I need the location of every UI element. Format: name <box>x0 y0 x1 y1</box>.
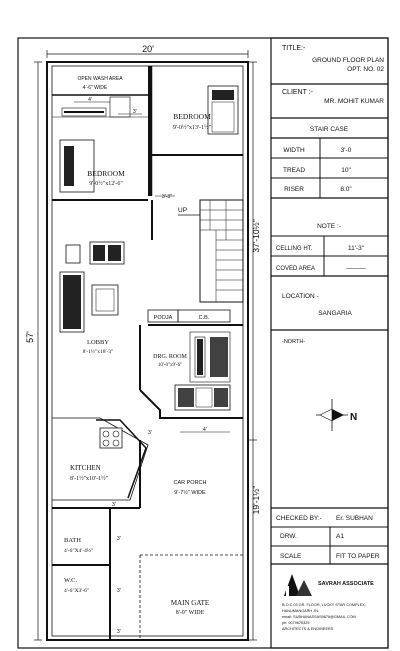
firm-name: SAVRAH ASSOCIATE <box>318 581 374 587</box>
bedroom2-size: 9'-0½"x12'-6" <box>89 181 123 187</box>
coved-label: COVED AREA <box>276 266 316 272</box>
door-dim-b: 3'-3" <box>162 194 172 200</box>
stair-heading: STAIR CASE <box>309 126 349 133</box>
ceiling-value: 11'-3" <box>347 245 365 252</box>
ceiling-label: CELLING HT. <box>276 246 313 252</box>
main-gate-size: 8'-0" WIDE <box>175 610 205 616</box>
bath-name: BATH <box>64 537 81 544</box>
bath-size: 4'-6"X4'-4½" <box>64 548 94 554</box>
firm-logo-icon <box>284 574 312 596</box>
title-block <box>271 38 388 648</box>
cb-label: C.B. <box>198 315 210 321</box>
checked-value: Er. SUBHAN <box>336 515 373 522</box>
stair-tread-value: 10" <box>341 167 351 174</box>
scale-value: FIT TO PAPER <box>336 553 380 560</box>
coved-value: ——— <box>346 265 366 272</box>
car-porch-size: 9'-7½" WIDE <box>174 490 206 496</box>
drawing-room-name: DRG. ROOM <box>153 354 187 360</box>
wc-size: 4'-6"X3'-6" <box>64 588 90 594</box>
right-lower-dimension: 19'-1½" <box>251 485 261 515</box>
kitchen-size: 8'-1½"x10'-1½" <box>70 476 109 482</box>
door-dim-c: 4' <box>203 427 207 433</box>
title-value-line2: OPT. NO. 02 <box>347 66 384 73</box>
door-dim-f: 3' <box>117 536 121 542</box>
scale-label: SCALE <box>280 553 302 560</box>
wash-area-name: OPEN WASH AREA <box>77 76 123 82</box>
firm-tagline: ARCHITECTS & ENGINEERS <box>282 627 334 631</box>
firm-email: email: SUBHANASSAS9876@GMAIL.COM <box>282 615 356 619</box>
door-dim-h: 3' <box>117 629 121 635</box>
firm-address-1: B.O.C 03 GR. FLOOR, LUCKY STAR COMPLEX, <box>282 603 366 607</box>
door-dim-a: 3' <box>133 109 137 115</box>
stair-riser-label: RISER <box>284 186 304 193</box>
wc-name: W.C. <box>64 577 78 584</box>
north-letter: N <box>350 412 358 423</box>
drw-value: A1 <box>336 533 344 540</box>
note-label: NOTE :- <box>317 223 341 230</box>
stair-width-label: WIDTH <box>283 147 305 154</box>
wash-area-size: 4'-6" WIDE <box>82 85 108 91</box>
title-label: TITLE:- <box>282 45 306 52</box>
drw-label: DRW. <box>280 533 297 540</box>
stair-tread-label: TREAD <box>282 167 306 174</box>
main-gate-name: MAIN GATE <box>170 599 210 607</box>
stair-up-label: UP <box>178 207 188 214</box>
kitchen-name: KITCHEN <box>70 464 101 472</box>
pooja-label: POOJA <box>153 315 173 321</box>
client-value: MR. MOHIT KUMAR <box>324 98 384 105</box>
door-dim-g: 3' <box>117 588 121 594</box>
stair-riser-value: 8.0" <box>340 186 352 193</box>
door-dim-e: 3' <box>112 502 116 508</box>
door-dim-d: 3' <box>148 430 152 436</box>
location-label: LOCATION - <box>282 293 319 300</box>
north-arrow-icon <box>316 399 348 431</box>
right-upper-dimension: 37'-10½" <box>251 219 261 253</box>
checked-label: CHECKED BY:- <box>276 515 322 522</box>
bedroom2-name: BEDROOM <box>87 169 125 178</box>
client-label: CLIENT :- <box>282 89 313 96</box>
lobby-size: 8'-1½"x18'-3" <box>82 349 114 355</box>
location-value: SANGARIA <box>318 310 352 317</box>
north-label: -NORTH- <box>282 339 306 345</box>
car-porch-name: CAR PORCH <box>173 480 207 486</box>
depth-dimension: 57' <box>25 331 35 343</box>
bedroom1-size: 9'-0½"x13'-1½" <box>172 125 212 131</box>
floor-plan <box>25 44 261 640</box>
lobby-name: LOBBY <box>86 339 110 346</box>
firm-address-2: HANUMANGARH JN. <box>282 609 319 613</box>
stair-treads <box>200 200 243 302</box>
title-value-line1: GROUND FLOOR PLAN <box>312 57 384 64</box>
bedroom1-name: BEDROOM <box>173 112 211 121</box>
drawing-room-size: 10'-0"x9'-6" <box>157 363 183 368</box>
width-dimension: 20' <box>142 44 154 54</box>
wash-area-dim: 4' <box>88 97 92 103</box>
stair-width-value: 3'-0 <box>340 147 352 154</box>
firm-phone: ph: 9079675325 <box>282 621 310 625</box>
